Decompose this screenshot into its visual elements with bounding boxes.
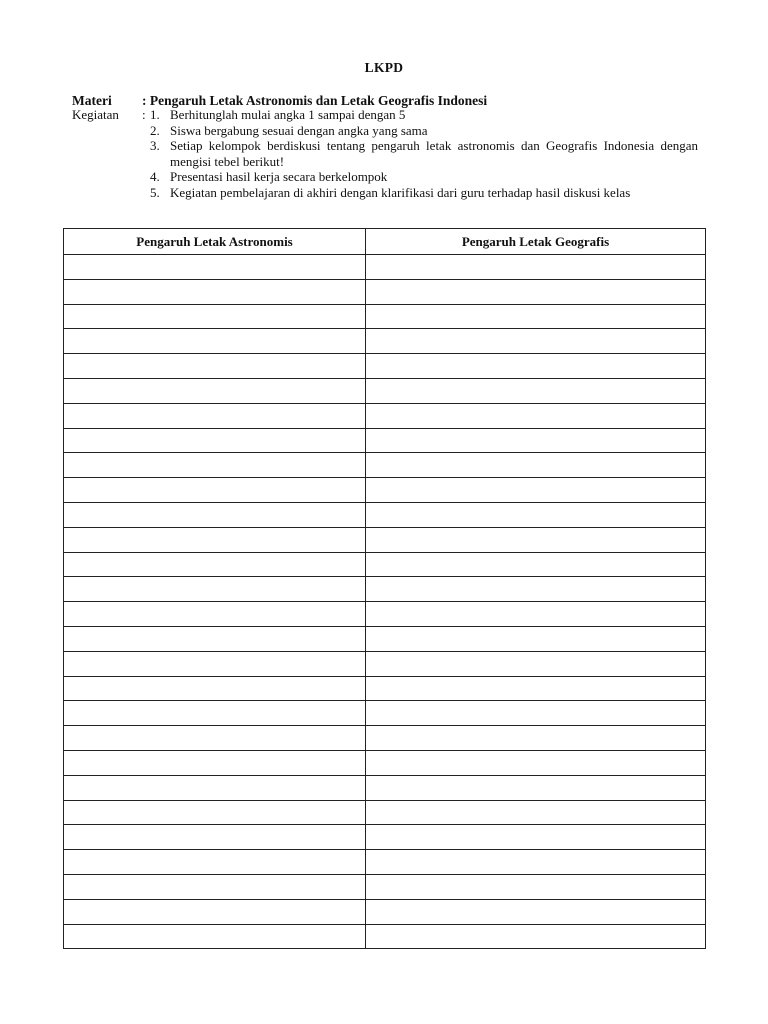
worksheet-table [63,228,706,949]
cell-geografis[interactable] [366,676,706,701]
cell-astronomis[interactable] [64,800,366,825]
table-row [64,527,706,552]
cell-astronomis[interactable] [64,825,366,850]
table-row [64,924,706,949]
cell-astronomis[interactable] [64,354,366,379]
cell-geografis[interactable] [366,750,706,775]
table-row [64,478,706,503]
cell-astronomis[interactable] [64,502,366,527]
cell-astronomis[interactable] [64,403,366,428]
cell-astronomis[interactable] [64,279,366,304]
cell-geografis[interactable] [366,651,706,676]
column-header-geografis: Pengaruh Letak Geografis [366,229,706,255]
cell-geografis[interactable] [366,329,706,354]
step-item [150,123,698,139]
step-number: 2. [150,122,160,138]
table-row [64,825,706,850]
materi-value: : Pengaruh Letak Astronomis dan Letak Geografis Indonesi [142,93,488,108]
cell-geografis[interactable] [366,378,706,403]
cell-geografis[interactable] [366,279,706,304]
step-item [150,107,698,123]
cell-geografis[interactable] [366,874,706,899]
cell-geografis[interactable] [366,825,706,850]
cell-astronomis[interactable] [64,329,366,354]
cell-astronomis[interactable] [64,750,366,775]
table-row [64,502,706,527]
step-text: Presentasi hasil kerja secara berkelompok [170,169,388,184]
cell-geografis[interactable] [366,775,706,800]
cell-astronomis[interactable] [64,255,366,280]
cell-astronomis[interactable] [64,924,366,949]
table-row [64,899,706,924]
cell-astronomis[interactable] [64,626,366,651]
table-row [64,304,706,329]
cell-geografis[interactable] [366,701,706,726]
cell-astronomis[interactable] [64,453,366,478]
cell-geografis[interactable] [366,428,706,453]
table-row [64,453,706,478]
step-text: Berhitunglah mulai angka 1 sampai dengan 5 [170,107,406,122]
cell-astronomis[interactable] [64,428,366,453]
cell-geografis[interactable] [366,255,706,280]
cell-astronomis[interactable] [64,701,366,726]
table-row [64,676,706,701]
table-row [64,626,706,651]
cell-geografis[interactable] [366,800,706,825]
cell-astronomis[interactable] [64,527,366,552]
step-number: 1. [150,107,160,122]
cell-geografis[interactable] [366,478,706,503]
step-item [150,169,698,185]
table-header-row [64,229,706,255]
cell-geografis[interactable] [366,453,706,478]
step-text: Siswa bergabung sesuai dengan angka yang sama [170,122,428,138]
cell-geografis[interactable] [366,502,706,527]
table-row [64,552,706,577]
kegiatan-colon: : [142,107,146,122]
cell-astronomis[interactable] [64,899,366,924]
column-header-astronomis: Pengaruh Letak Astronomis [64,229,366,255]
cell-astronomis[interactable] [64,478,366,503]
cell-geografis[interactable] [366,726,706,751]
table-row [64,726,706,751]
kegiatan-label: Kegiatan [72,107,119,122]
cell-geografis[interactable] [366,850,706,875]
cell-geografis[interactable] [366,403,706,428]
cell-astronomis[interactable] [64,577,366,602]
table-row [64,602,706,627]
worksheet-title: LKPD [364,60,404,75]
cell-astronomis[interactable] [64,874,366,899]
cell-astronomis[interactable] [64,552,366,577]
cell-astronomis[interactable] [64,378,366,403]
table-row [64,354,706,379]
cell-geografis[interactable] [366,527,706,552]
table-row [64,775,706,800]
step-number: 5. [150,184,160,200]
table-row [64,428,706,453]
cell-astronomis[interactable] [64,775,366,800]
table-row [64,329,706,354]
step-number: 4. [150,169,160,184]
table-row [64,800,706,825]
cell-astronomis[interactable] [64,602,366,627]
step-item [150,138,698,169]
cell-geografis[interactable] [366,304,706,329]
table-row [64,279,706,304]
table-row [64,874,706,899]
cell-astronomis[interactable] [64,726,366,751]
cell-astronomis[interactable] [64,676,366,701]
table-row [64,651,706,676]
table-row [64,577,706,602]
cell-geografis[interactable] [366,602,706,627]
cell-geografis[interactable] [366,899,706,924]
cell-astronomis[interactable] [64,304,366,329]
table-row [64,378,706,403]
table-row [64,255,706,280]
cell-geografis[interactable] [366,354,706,379]
table-row [64,850,706,875]
step-text: Kegiatan pembelajaran di akhiri dengan klarifikasi dari guru terhadap hasil diskusi kelas [170,184,631,200]
cell-geografis[interactable] [366,577,706,602]
step-text: Setiap kelompok berdiskusi tentang pengaruh letak astronomis dan Geografis Indonesia dengan mengisi tebel berikut! [170,138,698,169]
step-item [150,185,698,201]
table-row [64,701,706,726]
table-row [64,750,706,775]
table-row [64,403,706,428]
cell-geografis[interactable] [366,552,706,577]
cell-astronomis[interactable] [64,651,366,676]
cell-astronomis[interactable] [64,850,366,875]
cell-geografis[interactable] [366,626,706,651]
step-number: 3. [150,138,160,153]
cell-geografis[interactable] [366,924,706,949]
materi-label: Materi [72,93,112,108]
kegiatan-steps [150,107,698,200]
worksheet-body [64,255,706,949]
